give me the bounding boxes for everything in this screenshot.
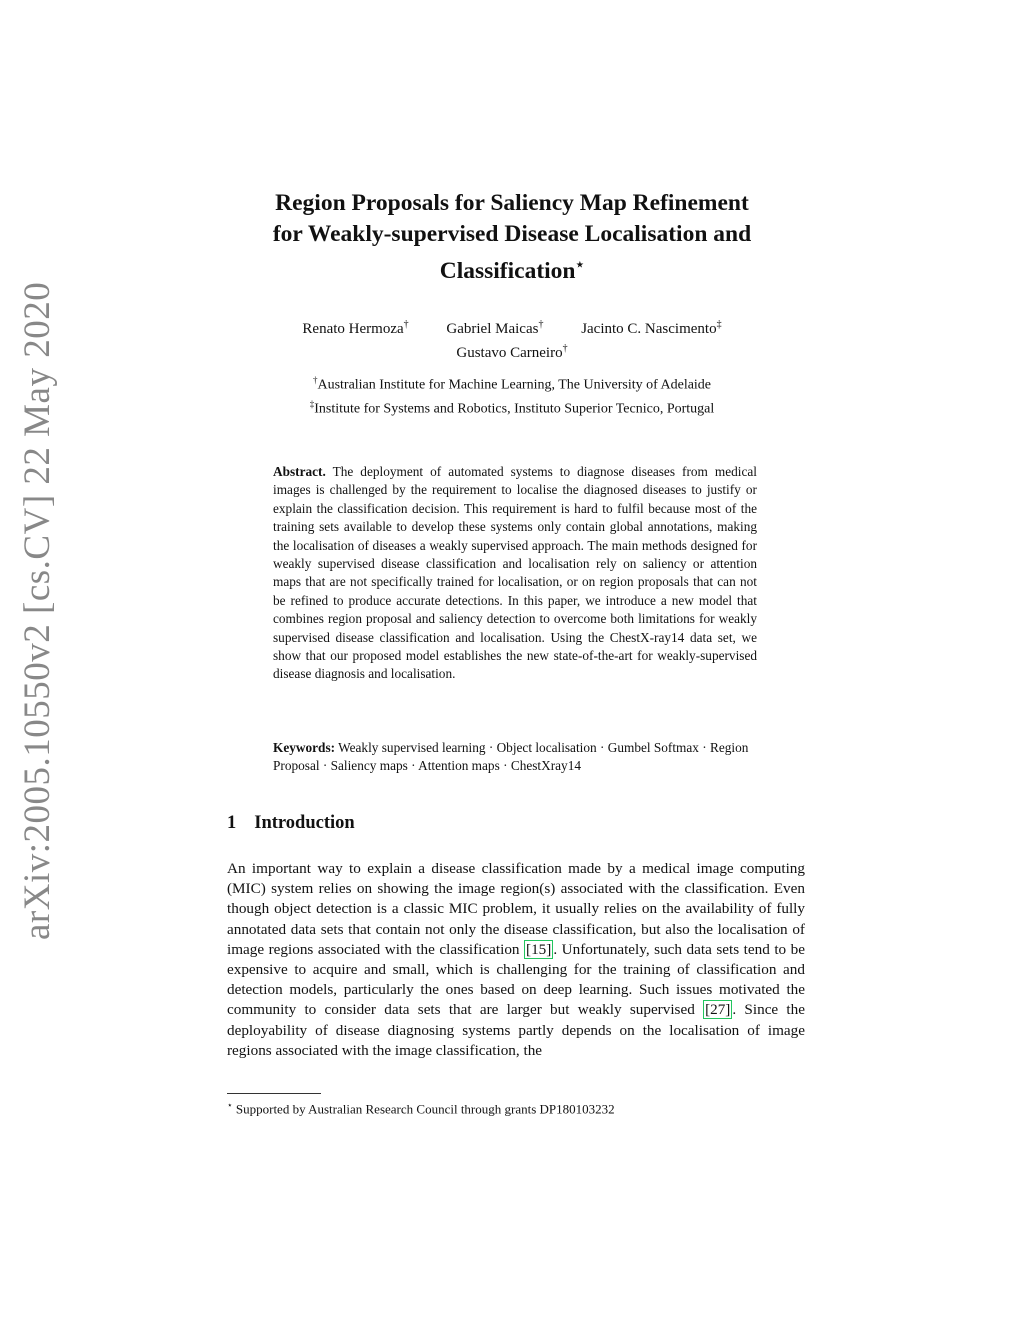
introduction-paragraph xyxy=(227,859,805,1061)
affiliation-text: Institute for Systems and Robotics, Instituto Superior Tecnico, Portugal xyxy=(314,401,715,417)
affiliation-mark: † xyxy=(312,375,318,385)
abstract-text: The deployment of automated systems to diagnose diseases from medical images is challenged by the requirement to localise the diagnosed diseases to justify or explain the classification decision. This requirement is hard to fulfil because most of the training sets available to develop these systems only contain global annotations, making the localisation of diseases a weakly supervised approach. The main methods designed for weakly supervised disease classification and localisation rely on saliency or attention maps that are not specifically trained for localisation, or on region proposals that can not be refined to produce accurate detections. In this paper, we introduce a new model that combines region proposal and saliency detection to overcome both limitations for weakly supervised disease classification and localisation. Using the ChestX-ray14 data set, we show that our proposed model establishes the new state-of-the-art for weakly-supervised disease diagnosis and localisation. xyxy=(273,464,757,682)
author-affiliation-mark: † xyxy=(562,343,568,354)
affiliation-text: Australian Institute for Machine Learning, The University of Adelaide xyxy=(317,377,712,393)
keywords-text: Weakly supervised learning · Object localisation · Gumbel Softmax · Region Proposal · Saliency maps · Attention maps · ChestXray14 xyxy=(273,740,749,774)
author xyxy=(581,321,721,337)
title-footnote-mark: ⋆ xyxy=(575,258,585,273)
author-affiliation-mark: † xyxy=(538,319,544,330)
affiliation-mark: ‡ xyxy=(309,398,315,409)
intro-text-part-3: . Since the deployability of disease diagnosing systems partly depends on the localisation of image regions associated with the image classification, the xyxy=(227,1001,805,1059)
author xyxy=(446,321,543,337)
affiliation xyxy=(200,371,824,395)
footnote-mark: ⋆ xyxy=(227,1100,233,1110)
abstract-heading: Abstract. xyxy=(273,464,326,479)
author-row-2 xyxy=(200,339,824,363)
section-heading xyxy=(227,813,355,834)
title-line-2: for Weakly-supervised Disease Localisation and xyxy=(272,221,752,247)
title-line-1: Region Proposals for Saliency Map Refinement xyxy=(275,190,749,216)
author-list xyxy=(200,315,824,363)
title-line-3-text: Classification xyxy=(439,257,576,284)
author xyxy=(456,345,567,361)
author-row-1 xyxy=(200,315,824,339)
affiliation xyxy=(200,395,824,419)
author-affiliation-mark: † xyxy=(403,319,409,330)
author-name: Gustavo Carneiro xyxy=(456,345,563,361)
paper-title xyxy=(200,188,824,287)
citation-link[interactable]: [27] xyxy=(705,1001,731,1019)
affiliation-list xyxy=(200,371,824,418)
author xyxy=(302,321,408,337)
citation-link[interactable]: [15] xyxy=(526,940,552,958)
arxiv-identifier-stamp: arXiv:2005.10550v2 [cs.CV] 22 May 2020 xyxy=(17,281,58,940)
keywords-heading: Keywords: xyxy=(273,740,336,755)
author-name: Gabriel Maicas xyxy=(446,321,539,337)
section-number: 1 xyxy=(227,813,237,833)
footnote xyxy=(227,1097,615,1117)
author-affiliation-mark: ‡ xyxy=(716,319,722,330)
footnote-text: Supported by Australian Research Council through grants DP180103232 xyxy=(235,1101,615,1117)
footnote-divider xyxy=(227,1093,321,1094)
section-title: Introduction xyxy=(254,813,355,833)
intro-text-part-2: . Unfortunately, such data sets tend to be expensive to acquire and small, which is challenging for the training of classification and detection models, particularly the ones based on deep learning. Such issues motivated the community to consider data sets that are larger but weakly supervised xyxy=(227,940,805,1019)
author-name: Jacinto C. Nascimento xyxy=(581,321,717,337)
title-line-3 xyxy=(200,250,824,287)
author-name: Renato Hermoza xyxy=(302,321,404,337)
abstract xyxy=(273,463,757,684)
intro-text-part-1: An important way to explain a disease classification made by a medical image computing (MIC) system relies on showing the image region(s) associated with the classification. Even though object detection is a classic MIC problem, it usually relies on the availability of fully annotated data sets that contain not only the disease classification, but also the localisation of image regions associated with the classification xyxy=(227,860,805,958)
keywords xyxy=(273,739,767,776)
